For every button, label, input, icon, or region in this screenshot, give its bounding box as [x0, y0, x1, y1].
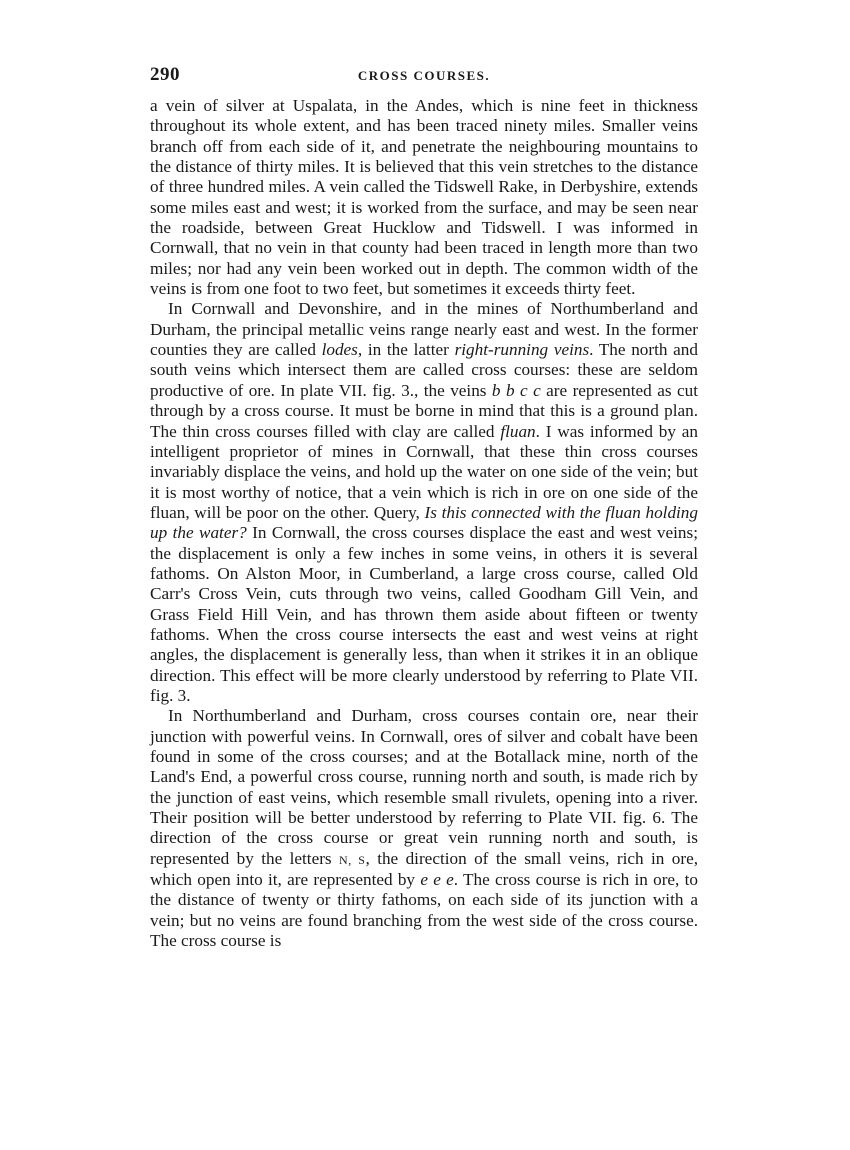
- text-run: In Cornwall and Devonshire, and in the mines of Northumberland and Durham, the principal metallic veins range nearly east and west. In the former counties they are called: [150, 299, 698, 360]
- italic-term-right-running-veins: right-running veins: [454, 340, 590, 360]
- paragraph-2: [150, 299, 698, 706]
- text-run: . The north and south veins which intersect them are called cross courses: these are seldom productive of ore. In plate VII. fig. 3., the veins: [150, 340, 698, 400]
- running-title: CROSS COURSES.: [357, 68, 491, 83]
- text-run: . I was informed by an intelligent proprietor of mines in Cornwall, that these thin cross courses invariably displace the veins, and hold up the water on one side of the vein; but it is most worthy of notice, that a vein which is rich in ore on one side of the fluan, will be poor on the other. Query,: [150, 421, 698, 522]
- text-run: , in the latter: [357, 340, 455, 360]
- text-run: . The cross course is rich in ore, to the distance of twenty or thirty fathoms, on each side of its junction with a vein; but no veins are found branching from the west side of the cross course. The cross course is: [150, 870, 699, 951]
- italic-letters-bbcc: b b c c: [491, 380, 541, 400]
- body-text: [150, 96, 698, 951]
- text-run: , the direction of the small veins, rich in ore, which open into it, are represented by: [150, 848, 698, 890]
- paragraph-1: [150, 96, 698, 299]
- italic-letters-eee: e e e: [420, 870, 454, 890]
- text-run: a vein of silver at Uspalata, in the Andes, which is nine feet in thickness throughout its whole extent, and has been traced ninety miles. Smaller veins branch off from each side of it, and penetrate the neighbouring mountains to the distance of thirty miles. It is believed that this vein stretches to the distance of three hundred miles. A vein called the Tidswell Rake, in Derbyshire, extends some miles east and west; it is worked from the surface, and may be seen near the roadside, between Great Hucklow and Tidswell. I was informed in Cornwall, that no vein in that county had been traced in length more than two miles; nor had any vein been worked out in depth. The common width of the veins is from one foot to two feet, but sometimes it exceeds thirty feet.: [150, 96, 698, 299]
- italic-term-fluan: fluan: [500, 421, 536, 441]
- page-header: [150, 64, 698, 88]
- paragraph-3: [150, 706, 698, 951]
- text-run: In Northumberland and Durham, cross courses contain ore, near their junction with powerful veins. In Cornwall, ores of silver and cobalt have been found in some of the cross courses; and at the Botallack mine, north of the Land's End, a powerful cross course, running north and south, is made rich by the junction of east veins, which resemble small rivulets, opening into a river. Their position will be better understood by referring to Plate VII. fig. 6. The direction of the cross course or great vein running north and south, is represented by the letters: [150, 706, 698, 868]
- text-run: are represented as cut through by a cross course. It must be borne in mind that this is a ground plan. The thin cross courses filled with clay are called: [150, 380, 698, 441]
- small-caps-letters-ns: N, S: [339, 852, 366, 867]
- italic-term-lodes: lodes: [321, 340, 358, 360]
- text-run: In Cornwall, the cross courses displace the east and west veins; the displacement is only a few inches in some veins, in others it is several fathoms. On Alston Moor, in Cumberland, a large cross course, called Old Carr's Cross Vein, cuts through two veins, called Goodham Gill Vein, and Grass Field Hill Vein, and has thrown them aside about fifteen or twenty fathoms. When the cross course intersects the east and west veins at right angles, the displacement is generally less, than when it strikes it in an oblique direction. This effect will be more clearly understood by referring to Plate VII. fig. 3.: [150, 523, 698, 705]
- page-number: 290: [150, 64, 180, 85]
- italic-query: Is this connected with the fluan holding up the water?: [150, 502, 698, 543]
